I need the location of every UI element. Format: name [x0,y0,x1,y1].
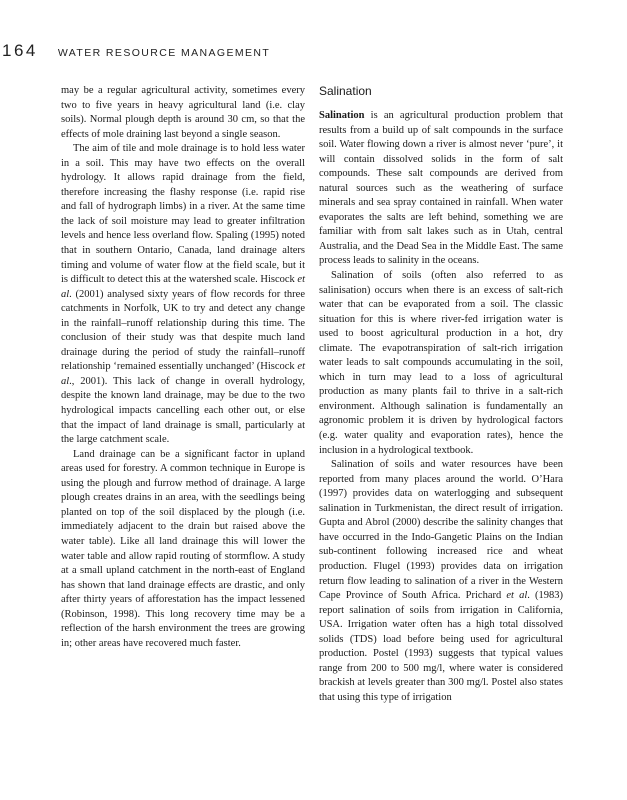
paragraph: Salination of soils (often also referred to as salinisation) occurs when there is an excess of salt-rich water that can be evaporated from a soil. The classic situation for this is where river-fed irrigation water is used to boost agricultural production in a hot, dry climate. The evapotranspiration of salt-rich irrigation water leads to salt compounds accumulating in the soil, which in turn may lead to a loss of agricultural production as many plants fail to thrive in a salt-rich environment. Although salination is fundamentally an agronomic problem it is driven by hydrological factors (e.g. water quality and evaporation rates), hence the inclusion in a hydrological textbook. [319,270,563,456]
paragraph: may be a regular agricultural activity, sometimes every two to five years in heavy agricultural land (i.e. clay soils). Normal plough depth is around 30 cm, so that the effects of mole draining last beyond a single season. [61,85,305,140]
paragraph: Land drainage can be a significant factor in upland areas used for forestry. A common technique in Europe is using the plough and furrow method of drainage. A large plough creates drains in an area, with the seedlings being planted on top of the soil displaced by the plough (i.e. immediately adjacent to the drain but raised above the water table). Like all land drainage this will lower the water table and allow rapid routing of stormflow. A study at a small upland catchment in the north-east of England has shown that land drainage effects are drastic, and only after thirty years of afforestation has the impact lessened (Robinson, 1998). This long recovery time may be a reflection of the harsh environment the trees are growing in; other areas have recovered much faster. [61,448,305,649]
section-heading: Salination [319,84,372,98]
paragraph: Salination is an agricultural production problem that results from a build up of salt compounds in the surface soil. Water flowing down a river is almost never ‘pure’, it will contain dissolved solids in the form of salt compounds. These salt compounds are derived from natural sources such as the weathering of surface minerals and sea spray contained in rainfall. When water evaporates the salts are left behind, something we are familiar with from salt lakes such as in Utah, central Australia, and the Dead Sea in the Middle East. The same process leads to salinity in the oceans. [319,110,563,267]
running-head [0,41,270,63]
book-title: WATER RESOURCE MANAGEMENT [57,47,271,59]
right-column [319,84,563,705]
page-number: 164 [2,41,38,60]
key-term: Salination [319,110,365,121]
paragraph: The aim of tile and mole drainage is to hold less water in a soil. This may have two effects on the overall hydrology. It allows rapid drainage from the field, therefore increasing the flashy response (i.e. rapid rise and fall of hydrograph limbs) in a river. At the same time the lack of soil moisture may lead to greater infiltration levels and hence less overland flow. Spaling (1995) noted that in southern Ontario, Canada, land drainage alters timing and volume of water flow at the field scale, but it is difficult to detect this at the watershed scale. Hiscock et al. (2001) analysed sixty years of flow records for three catchments in Norfolk, UK to try and detect any change in the rainfall–runoff relationship during this time. The conclusion of their study was that despite much land drainage during the period of study the rainfall–runoff relationship ‘remained essentially unchanged’ (Hiscock et al., 2001). This lack of change in overall hydrology, despite the known land drainage, may be due to the two hydrological impacts cancelling each other out, or else that the impact of land drainage is small, particularly at the large catchment scale. [61,143,305,446]
paragraph: Salination of soils and water resources have been reported from many places around the world. O’Hara (1997) provides data on waterlogging and subsequent salination in Turkmenistan, the direct result of irrigation. Gupta and Abrol (2000) describe the salinity changes that have occurred in the Indo-Gangetic Plains on the Indian sub-continent following increased rice and wheat production. Flugel (1993) provides data on irrigation return flow leading to salination of a river in the Western Cape Province of South Africa. Prichard et al. (1983) report salination of soils from irrigation in California, USA. Irrigation water often has a high total dissolved solids (TDS) load before being used for agricultural production. Postel (1993) suggests that typical values range from 200 to 500 mg/l, where water is considered brackish at levels greater than 300 mg/l. Postel also states that using this type of irrigation [319,459,563,703]
left-column [61,84,305,651]
